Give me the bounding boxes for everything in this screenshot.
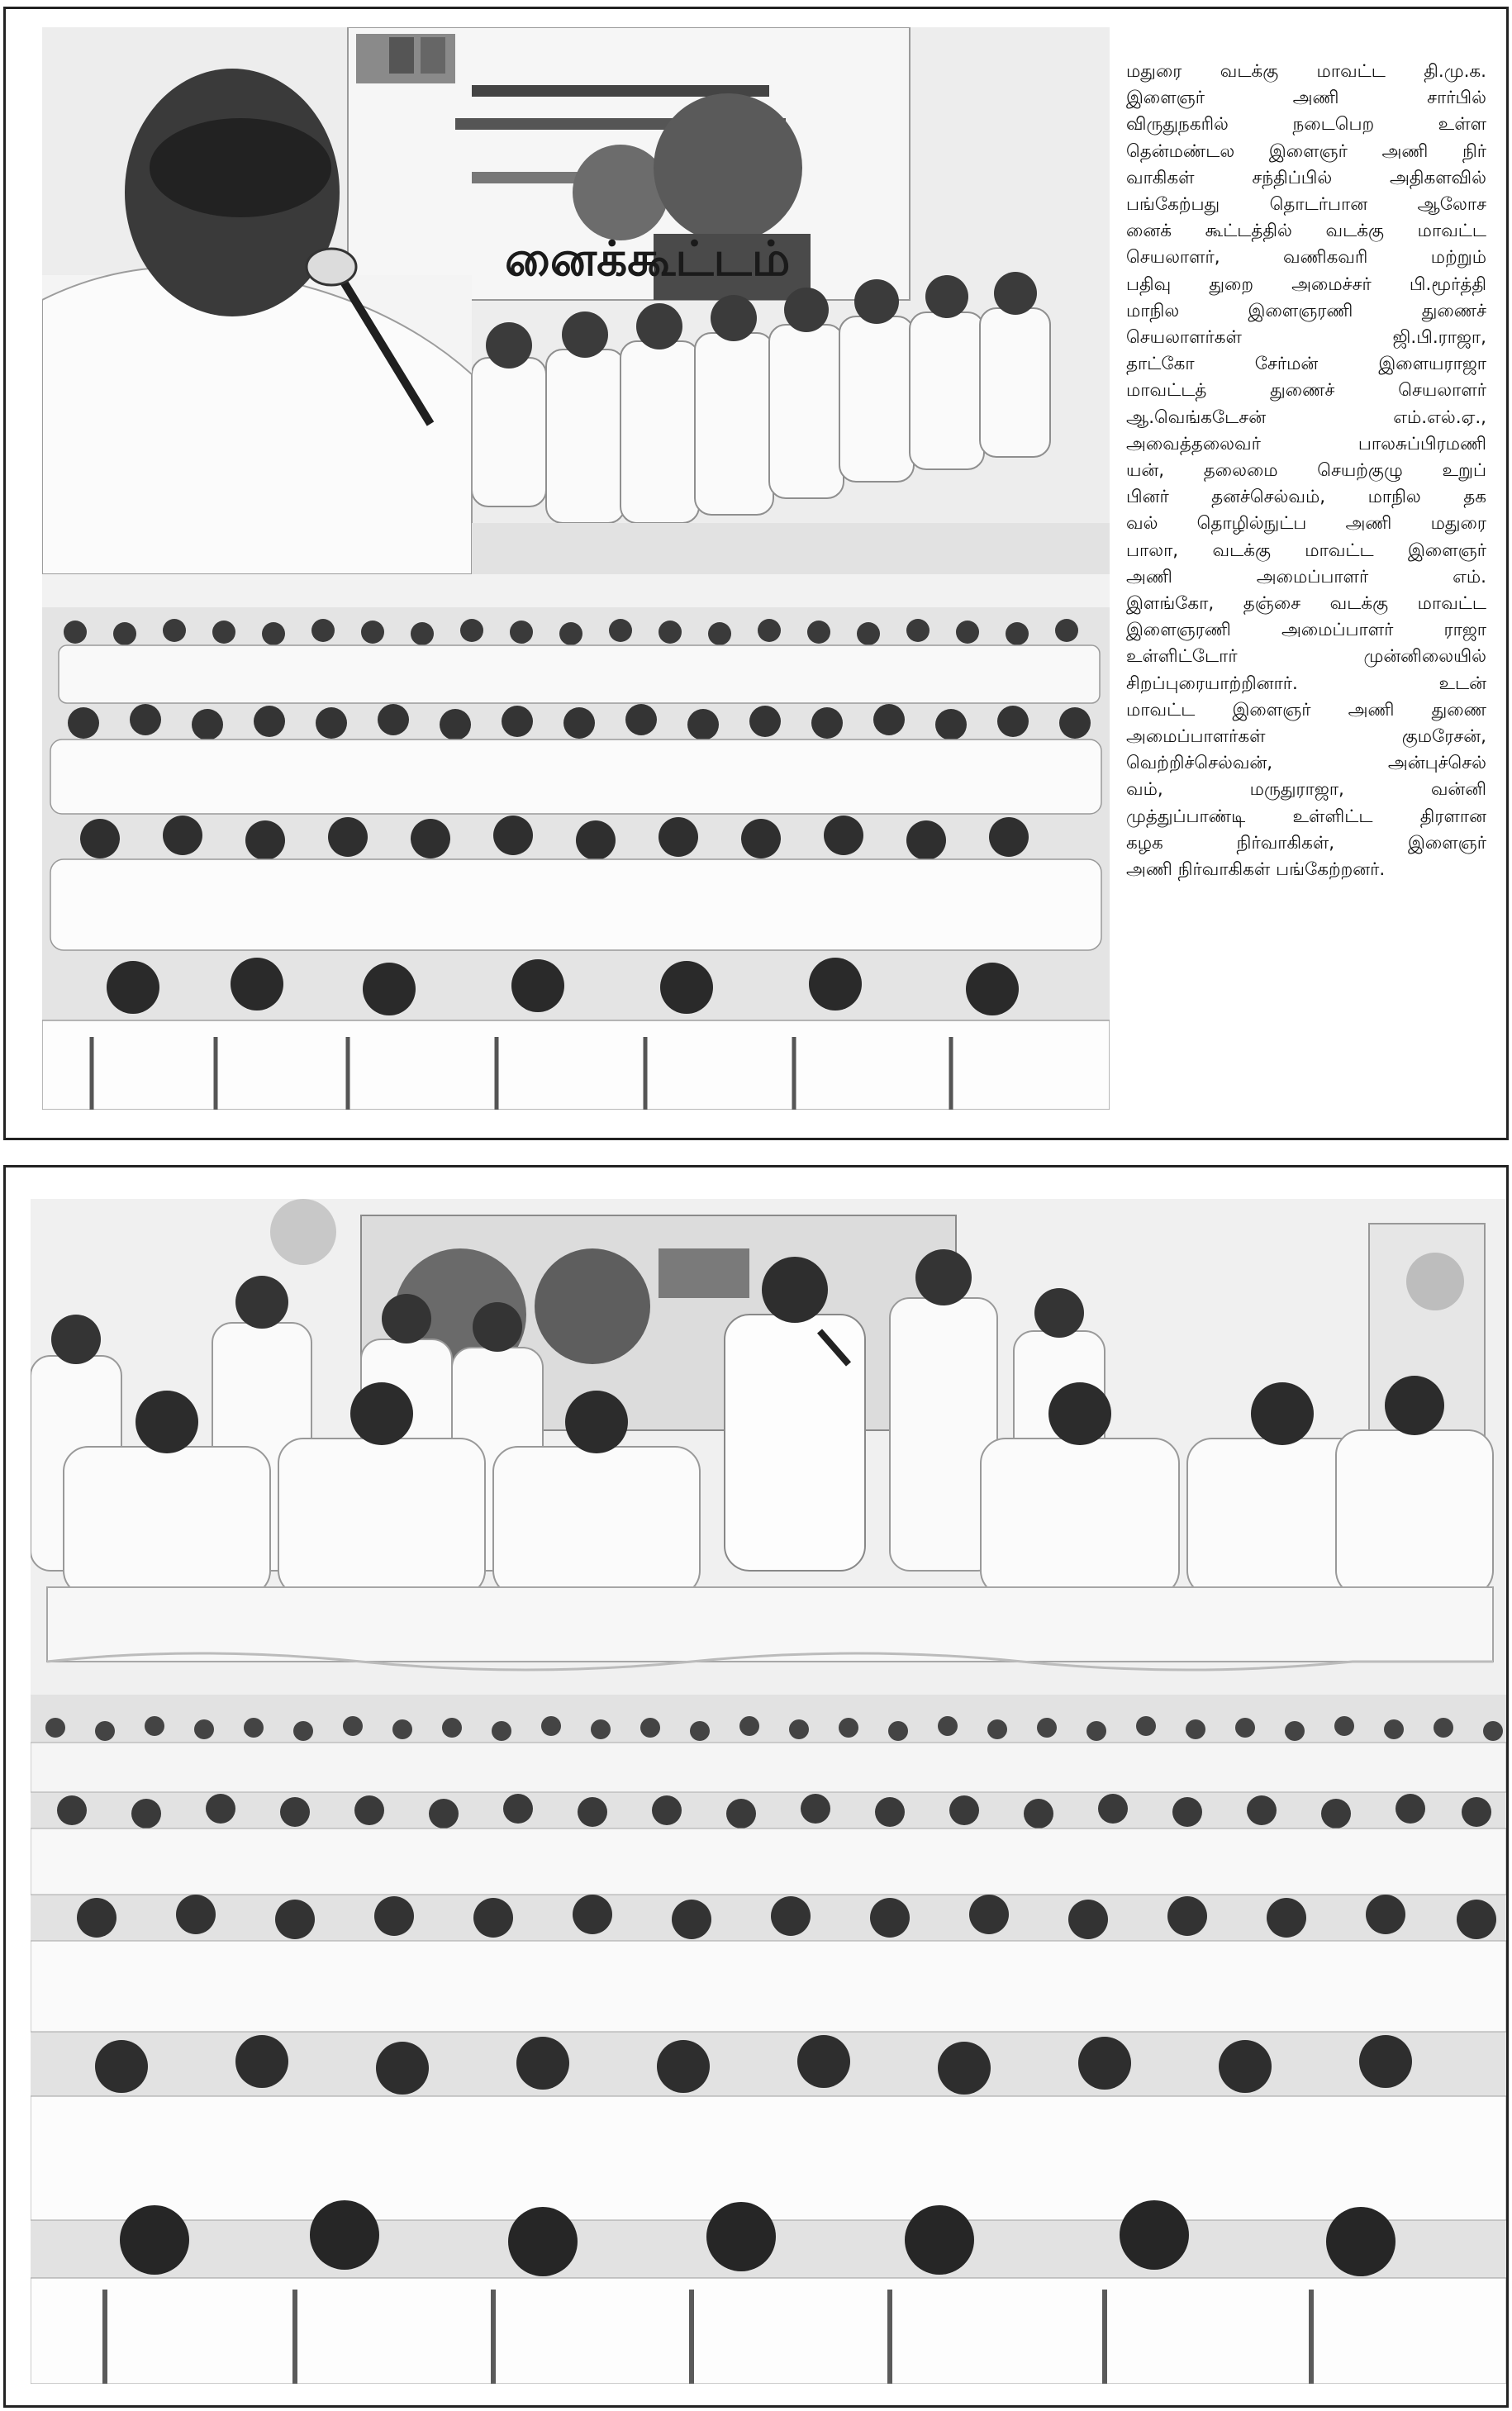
article-line: பதிவு துறை அமைச்சர் பி.மூர்த்தி — [1126, 273, 1486, 295]
photo-audience-seated — [42, 574, 1110, 1110]
article-line: செயலாளர்கள் ஜி.பி.ராஜா, — [1126, 327, 1486, 349]
article-line: பினர் தனச்செல்வம், மாநில தக — [1126, 487, 1486, 508]
article-line: மாநில இளைஞரணி துணைச் — [1126, 300, 1486, 321]
article-line: உள்ளிட்டோர் முன்னிலையில் — [1126, 646, 1486, 668]
article-line: கழக நிர்வாகிகள், இளைஞர் — [1126, 832, 1486, 854]
article-line: இளைஞரணி அமைப்பாளர் ராஜா — [1126, 620, 1486, 641]
article-line: இளங்கோ, தஞ்சை வடக்கு மாவட்ட — [1126, 593, 1486, 615]
article-line: வல் தொழில்நுட்ப அணி மதுரை — [1126, 513, 1486, 535]
photo-speaker-at-meeting — [42, 27, 1110, 574]
news-panel-bottom — [3, 1165, 1509, 2408]
article-line: வாகிகள் சந்திப்பில் அதிகளவில் — [1126, 167, 1486, 188]
photo-audience-large — [31, 1695, 1506, 2384]
article-line: அணி அமைப்பாளர் எம். — [1126, 566, 1486, 587]
article-line: தென்மண்டல இளைஞர் அணி நிர் — [1126, 140, 1486, 162]
article-line: அமைப்பாளர்கள் குமரேசன், — [1126, 726, 1486, 748]
article-line: பாலா, வடக்கு மாவட்ட இளைஞர் — [1126, 540, 1486, 561]
article-line: இளைஞர் அணி சார்பில் — [1126, 88, 1486, 109]
article-line: னைக் கூட்டத்தில் வடக்கு மாவட்ட — [1126, 221, 1486, 242]
article-line: மாவட்டத் துணைச் செயலாளர் — [1126, 380, 1486, 402]
article-line: முத்துப்பாண்டி உள்ளிட்ட திரளான — [1126, 806, 1486, 827]
article-line: மாவட்ட இளைஞர் அணி துணை — [1126, 699, 1486, 720]
article-line: மதுரை வடக்கு மாவட்ட தி.மு.க. — [1126, 61, 1486, 82]
article-line: யன், தலைமை செயற்குழு உறுப் — [1126, 460, 1486, 482]
article-line: வெற்றிச்செல்வன், அன்புச்செல் — [1126, 753, 1486, 774]
article-line: சிறப்புரையாற்றினார். உடன் — [1126, 673, 1486, 694]
article-line: அணி நிர்வாகிகள் பங்கேற்றனர். — [1126, 859, 1386, 881]
article-text — [1126, 59, 1486, 883]
article-line: தாட்கோ சேர்மன் இளையராஜா — [1126, 354, 1486, 375]
banner-text: னைக்கூட்டம் — [505, 231, 791, 287]
article-line: அவைத்தலைவர் பாலசுப்பிரமணி — [1126, 433, 1486, 454]
article-line: பங்கேற்பது தொடர்பான ஆலோச — [1126, 194, 1486, 216]
photo-dais-speaker-standing — [31, 1199, 1506, 1695]
article-line: வம், மருதுராஜா, வன்னி — [1126, 779, 1486, 801]
article-line: விருதுநகரில் நடைபெற உள்ள — [1126, 114, 1486, 136]
article-line: ஆ.வெங்கடேசன் எம்.எல்.ஏ., — [1126, 407, 1486, 428]
article-line: செயலாளர், வணிகவரி மற்றும் — [1126, 247, 1486, 269]
news-panel-top — [3, 7, 1509, 1140]
